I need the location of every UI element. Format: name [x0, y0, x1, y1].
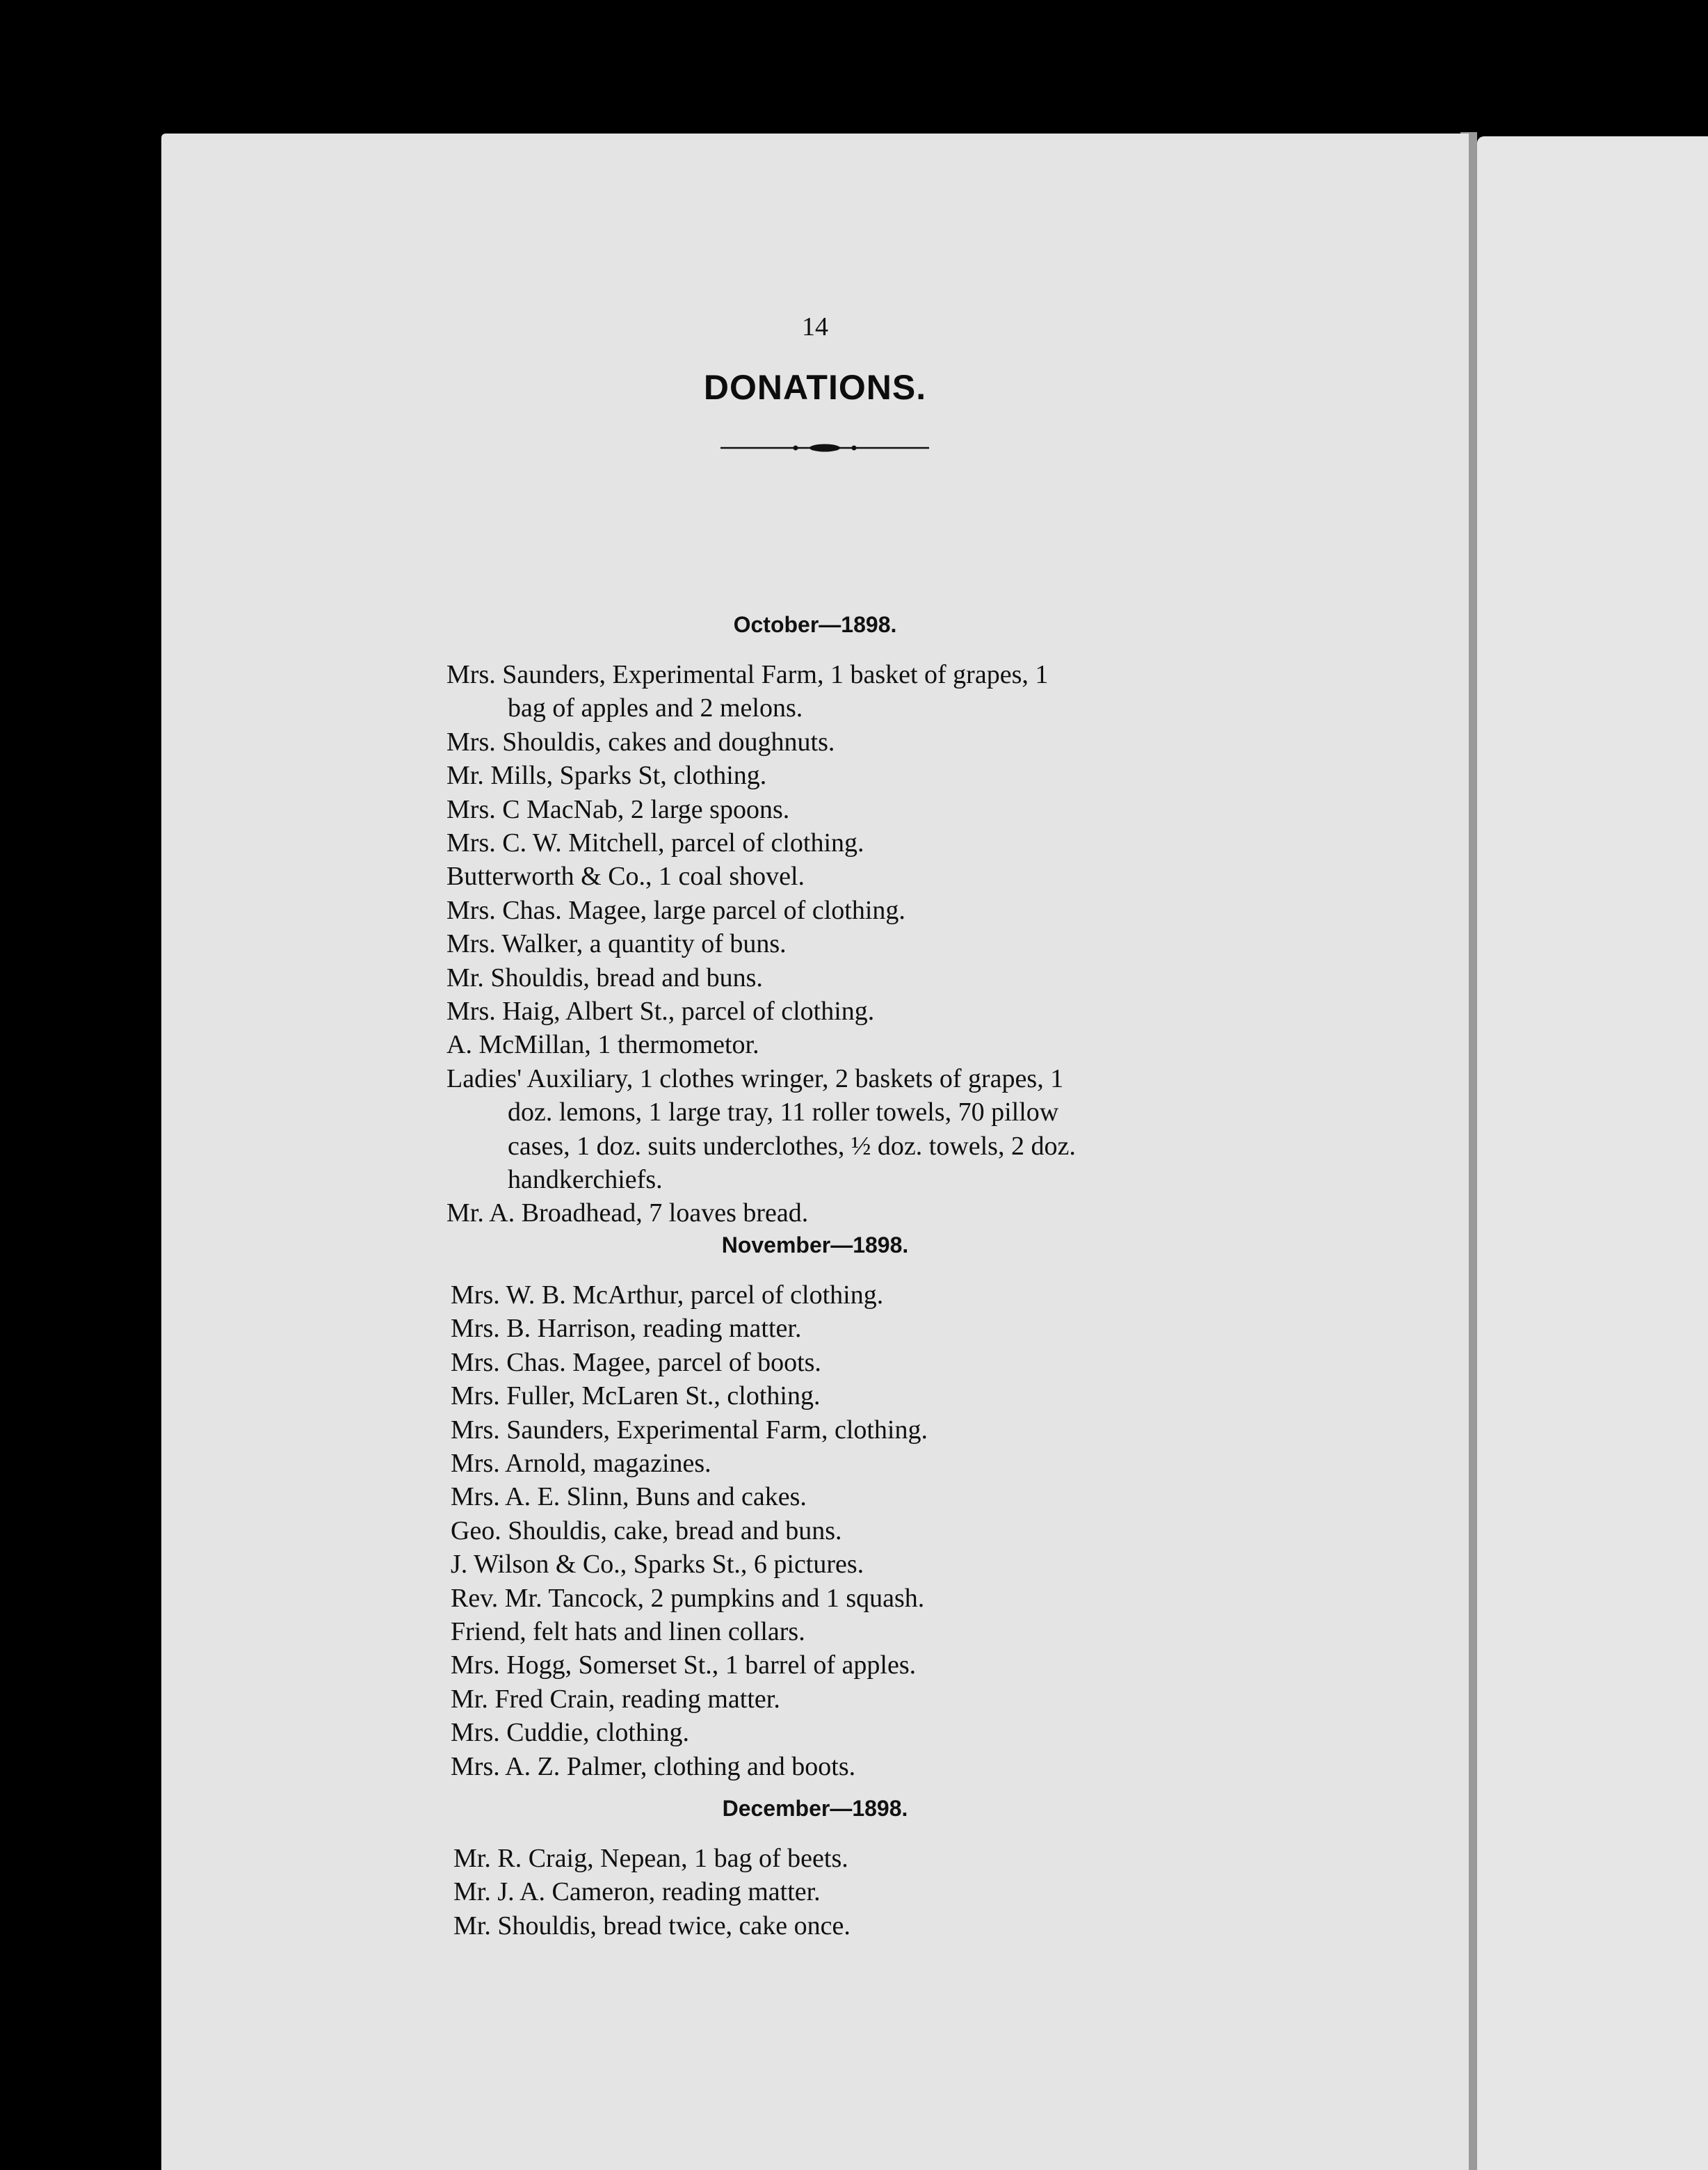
section-heading: December—1898.	[722, 1796, 908, 1821]
donation-entry: Mrs. Haig, Albert St., parcel of clothing.	[446, 997, 875, 1026]
donation-entry: A. McMillan, 1 thermometor.	[446, 1030, 759, 1060]
donation-entry: Ladies' Auxiliary, 1 clothes wringer, 2 baskets of grapes, 1	[446, 1063, 1064, 1093]
donation-entry: Mrs. Arnold, magazines.	[451, 1449, 711, 1478]
page-title: DONATIONS.	[703, 368, 927, 407]
donation-entry: Mr. Shouldis, bread and buns.	[446, 963, 763, 992]
donation-entry: J. Wilson & Co., Sparks St., 6 pictures.	[451, 1550, 864, 1580]
donation-entry: Rev. Mr. Tancock, 2 pumpkins and 1 squash.	[451, 1583, 925, 1613]
donation-entry: Mr. Fred Crain, reading matter.	[451, 1684, 780, 1714]
document-page	[161, 134, 1469, 2170]
donation-entry: Mrs. Walker, a quantity of buns.	[446, 929, 787, 959]
donation-entry: Mrs. Shouldis, cakes and doughnuts.	[446, 727, 835, 757]
donation-entry: Mrs. Saunders, Experimental Farm, 1 basket of grapes, 1	[446, 660, 1049, 689]
donation-entry: Mrs. Cuddie, clothing.	[451, 1718, 690, 1748]
donation-entry: Mrs. Chas. Magee, large parcel of clothing.	[446, 895, 905, 925]
page-number: 14	[802, 312, 828, 341]
section-heading: October—1898.	[733, 612, 897, 637]
donation-entry: Mr. R. Craig, Nepean, 1 bag of beets.	[453, 1844, 848, 1873]
donation-entry: Mr. A. Broadhead, 7 loaves bread.	[446, 1198, 809, 1228]
donation-entry: Mrs. Chas. Magee, parcel of boots.	[451, 1347, 821, 1377]
donation-entry-continuation: doz. lemons, 1 large tray, 11 roller towels, 70 pillow	[508, 1098, 1059, 1127]
donation-entry-continuation: bag of apples and 2 melons.	[508, 693, 803, 723]
donation-entry: Mrs. Hogg, Somerset St., 1 barrel of apples.	[451, 1650, 917, 1680]
donation-entry: Mrs. Saunders, Experimental Farm, clothing.	[451, 1415, 928, 1445]
donation-entry: Mrs. B. Harrison, reading matter.	[451, 1314, 802, 1344]
donation-entry: Mrs. W. B. McArthur, parcel of clothing.	[451, 1280, 884, 1310]
donation-entry: Mr. Shouldis, bread twice, cake once.	[453, 1911, 851, 1940]
donation-entry: Mr. Mills, Sparks St, clothing.	[446, 761, 767, 791]
donation-entry: Mrs. Fuller, McLaren St., clothing.	[451, 1381, 821, 1411]
facing-page	[1477, 136, 1708, 2170]
donation-entry: Mr. J. A. Cameron, reading matter.	[453, 1877, 821, 1907]
donation-entry: Mrs. A. Z. Palmer, clothing and boots.	[451, 1751, 856, 1781]
section-heading: November—1898.	[721, 1232, 909, 1257]
ornament-divider-icon	[720, 441, 929, 455]
donation-entry: Mrs. C MacNab, 2 large spoons.	[446, 794, 790, 824]
donation-entry: Mrs. A. E. Slinn, Buns and cakes.	[451, 1482, 807, 1512]
donation-entry-continuation: cases, 1 doz. suits underclothes, ½ doz. towels, 2 doz.	[508, 1131, 1076, 1161]
donation-entry: Butterworth & Co., 1 coal shovel.	[446, 862, 805, 892]
donation-entry: Geo. Shouldis, cake, bread and buns.	[451, 1516, 842, 1545]
donation-entry-continuation: handkerchiefs.	[508, 1165, 663, 1194]
donation-entry: Mrs. C. W. Mitchell, parcel of clothing.	[446, 828, 864, 858]
donation-entry: Friend, felt hats and linen collars.	[451, 1617, 805, 1646]
